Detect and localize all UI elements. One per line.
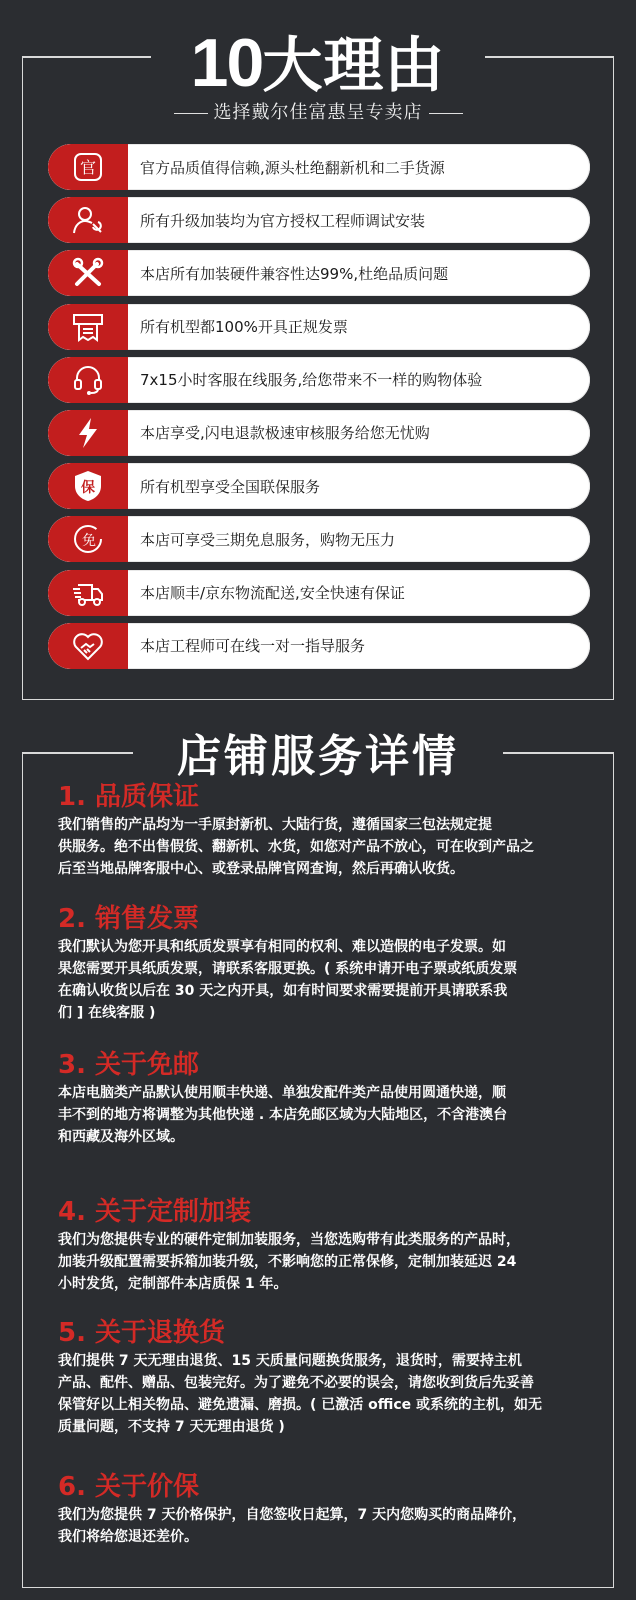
detail-line: 质量问题，不支持 7 天无理由退货 ) [58, 1419, 285, 1435]
reason-text: 所有升级加装均为官方授权工程师调试安装 [140, 211, 426, 230]
reason-item [48, 410, 590, 456]
detail-line: 小时发货，定制部件本店质保 1 年。 [58, 1276, 288, 1292]
reasons-subtitle [0, 98, 636, 124]
reason-item [48, 144, 590, 190]
detail-line: 在确认收货以后在 30 天之内开具，如有时间要求需要提前开具请联系我 [58, 983, 508, 999]
detail-heading: 6. 关于价保 [58, 1472, 200, 1502]
detail-line: 产品、配件、赠品、包装完好。为了避免不必要的误会，请您收到货后先妥善 [58, 1375, 534, 1391]
reason-item [48, 357, 590, 403]
detail-line: 供服务。绝不出售假货、翻新机、水货，如您对产品不放心，可在收到产品之 [58, 839, 534, 855]
reason-item [48, 570, 590, 616]
detail-line: 丰不到的地方将调整为其他快递 . 本店免邮区域为大陆地区，不含港澳台 [58, 1107, 508, 1123]
reason-text: 本店可享受三期免息服务，购物无压力 [140, 530, 396, 549]
detail-line: 后至当地品牌客服中心、或登录品牌官网查询，然后再确认收货。 [58, 861, 464, 877]
reason-text: 本店所有加装硬件兼容性达99%,杜绝品质问题 [140, 264, 449, 283]
warranty-glyph: 保 [81, 480, 95, 497]
reasons-list [48, 144, 590, 676]
reason-item [48, 304, 590, 350]
detail-line: 们 ] 在线客服 ) [58, 1005, 156, 1021]
subtitle-text: 选择戴尔佳富惠呈专卖店 [213, 102, 423, 123]
detail-section-shipping [58, 1048, 598, 1148]
reason-item [48, 623, 590, 669]
detail-line: 果您需要开具纸质发票，请联系客服更换。( 系统申请开电子票或纸质发票 [58, 961, 518, 977]
reason-text: 本店顺丰/京东物流配送,安全快速有保证 [140, 584, 405, 602]
official-glyph: 官 [79, 158, 97, 177]
detail-section-custom [58, 1195, 598, 1295]
tools-icon [48, 250, 128, 296]
reason-text: 7x15小时客服在线服务,给您带来不一样的购物体验 [140, 371, 483, 390]
detail-line: 我们将给您退还差价。 [58, 1529, 198, 1545]
detail-heading: 1. 品质保证 [58, 782, 200, 812]
reason-text: 所有机型都100%开具正规发票 [140, 318, 348, 337]
detail-line: 我们销售的产品均为一手原封新机、大陆行货，遵循国家三包法规定提 [58, 817, 492, 833]
detail-heading: 5. 关于退换货 [58, 1318, 226, 1348]
headset-icon [48, 357, 128, 403]
detail-section-returns [58, 1316, 598, 1438]
engineer-icon [48, 197, 128, 243]
official-seal-icon [48, 144, 128, 190]
detail-line: 和西藏及海外区域。 [58, 1129, 184, 1145]
free-glyph: 免 [82, 533, 96, 550]
reason-text: 本店享受,闪电退款极速审核服务给您无忧购 [140, 424, 430, 443]
details-title: 店铺服务详情 [177, 731, 459, 782]
detail-heading: 4. 关于定制加装 [58, 1197, 252, 1227]
interest-free-icon [48, 516, 128, 562]
detail-heading: 2. 销售发票 [58, 904, 200, 934]
title-number: 10 [190, 25, 263, 101]
reason-text: 官方品质值得信赖,源头杜绝翻新机和二手货源 [140, 158, 445, 177]
subtitle-dash-right [429, 113, 463, 114]
reason-text: 所有机型享受全国联保服务 [140, 477, 321, 496]
lightning-icon [48, 410, 128, 456]
reason-item [48, 250, 590, 296]
detail-line: 本店电脑类产品默认使用顺丰快递、单独发配件类产品使用圆通快递，顺 [58, 1085, 506, 1101]
detail-line: 我们提供 7 天无理由退货、15 天质量问题换货服务，退货时，需要持主机 [58, 1353, 522, 1369]
reasons-title [0, 18, 636, 104]
delivery-truck-icon [48, 570, 128, 616]
handshake-heart-icon [48, 623, 128, 669]
subtitle-dash-left [174, 113, 208, 114]
detail-line: 我们为您提供 7 天价格保护，自您签收日起算，7 天内您购买的商品降价， [58, 1507, 527, 1523]
detail-heading: 3. 关于免邮 [58, 1050, 200, 1080]
detail-line: 加装升级配置需要拆箱加装升级，不影响您的正常保修，定制加装延迟 24 [58, 1254, 517, 1270]
invoice-printer-icon [48, 304, 128, 350]
detail-section-quality [58, 780, 598, 880]
detail-line: 我们默认为您开具和纸质发票享有相同的权利、难以造假的电子发票。如 [58, 939, 506, 955]
reason-text: 本店工程师可在线一对一指导服务 [140, 637, 366, 656]
detail-section-invoice [58, 902, 598, 1024]
title-text: 大理由 [262, 32, 446, 99]
reason-item [48, 463, 590, 509]
detail-line: 保管好以上相关物品、避免遗漏、磨损。( 已激活 office 或系统的主机，如无 [58, 1397, 543, 1413]
reason-item [48, 197, 590, 243]
reason-item [48, 516, 590, 562]
detail-section-price-protection [58, 1470, 598, 1548]
detail-line: 我们为您提供专业的硬件定制加装服务，当您选购带有此类服务的产品时， [58, 1232, 520, 1248]
warranty-shield-icon [48, 463, 128, 509]
